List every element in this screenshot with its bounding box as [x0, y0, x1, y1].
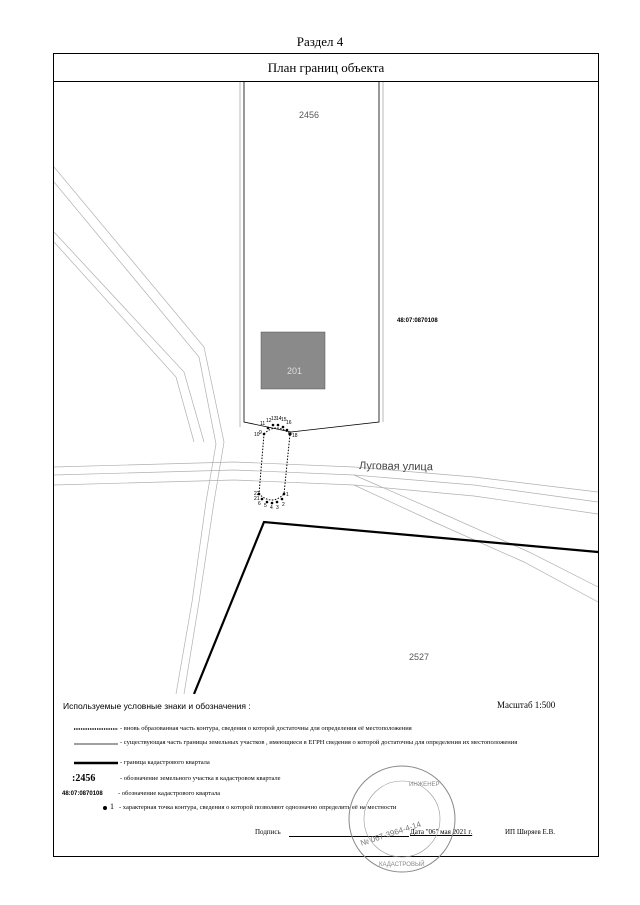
legend-quarter-symbol: 48:07:0870108 [62, 791, 103, 797]
point-label: 5 [264, 503, 267, 509]
building-201-label: 201 [287, 366, 303, 376]
point-label: 12 [266, 418, 272, 424]
parcel-2456-label: 2456 [299, 110, 320, 120]
scale-label: Масштаб 1:500 [497, 700, 556, 710]
point-label: 3 [276, 505, 279, 511]
point-label: 4 [270, 505, 273, 511]
legend-item-text: - граница кадастрового квартала [120, 759, 210, 766]
point-label: 10 [254, 432, 260, 438]
stamp-number: № 067-3964-4-14 [359, 819, 423, 848]
legend-heading: Используемые условные знаки и обозначения : [63, 701, 251, 711]
legend-thick-line-symbol [74, 761, 118, 765]
point-label: 11 [260, 421, 266, 427]
legend-item-text: - характерная точка контура, сведения о которой позволяют однозначно определить её на местности [119, 804, 397, 811]
legend-point-symbol [102, 805, 108, 811]
legend-thin-line-symbol [74, 742, 118, 746]
legend-item-text: - обозначение земельного участка в кадастровом квартале [120, 775, 281, 782]
road-lines [54, 167, 598, 694]
point-label: 1 [286, 492, 289, 498]
point-label: 15 [281, 417, 287, 423]
building-201 [261, 332, 325, 389]
legend-item-text: - существующая часть границы земельных участков , имеющиеся в ЕГРН сведения о которой достаточны для определения их местоположения [120, 739, 518, 746]
engineer-stamp [345, 762, 459, 876]
point-label: 22 [254, 491, 260, 497]
point-label: 14 [276, 416, 282, 422]
point-label: 6 [258, 501, 261, 507]
point-label: 16 [286, 420, 292, 426]
signature-date: Дата "06" мая 2021 г. [410, 828, 473, 836]
section-title: Раздел 4 [296, 34, 344, 49]
street-label: Луговая улица [358, 460, 433, 474]
legend-point-number: 1 [110, 802, 114, 811]
point-label: 13 [271, 416, 277, 422]
plan-title: План границ объекта [54, 54, 598, 82]
parcel-2527-boundary [194, 522, 598, 694]
stamp-bottom-text: КАДАСТРОВЫЙ [379, 862, 425, 868]
point-label: 21 [254, 496, 260, 502]
legend-item-text: - обозначение кадастрового квартала [118, 790, 221, 797]
boundary-plan-map [54, 82, 598, 694]
legend-parcel-symbol: :2456 [72, 773, 96, 784]
legend-dotted-line-symbol [74, 727, 118, 731]
legend-item-text: - вновь образованная часть контура, сведения о которой достаточны для определения её местоположения [120, 725, 412, 732]
quarter-label: 48:07:0870108 [397, 318, 438, 324]
parcel-2527-label: 2527 [409, 652, 430, 662]
point-label: 18 [292, 433, 298, 439]
point-label: 9 [259, 430, 262, 436]
stamp-top-text: ИНЖЕНЕР [409, 782, 440, 788]
signature-label: Подпись [255, 828, 281, 836]
point-label: 2 [282, 502, 285, 508]
signer-name: ИП Ширяев Е.В. [505, 828, 555, 836]
